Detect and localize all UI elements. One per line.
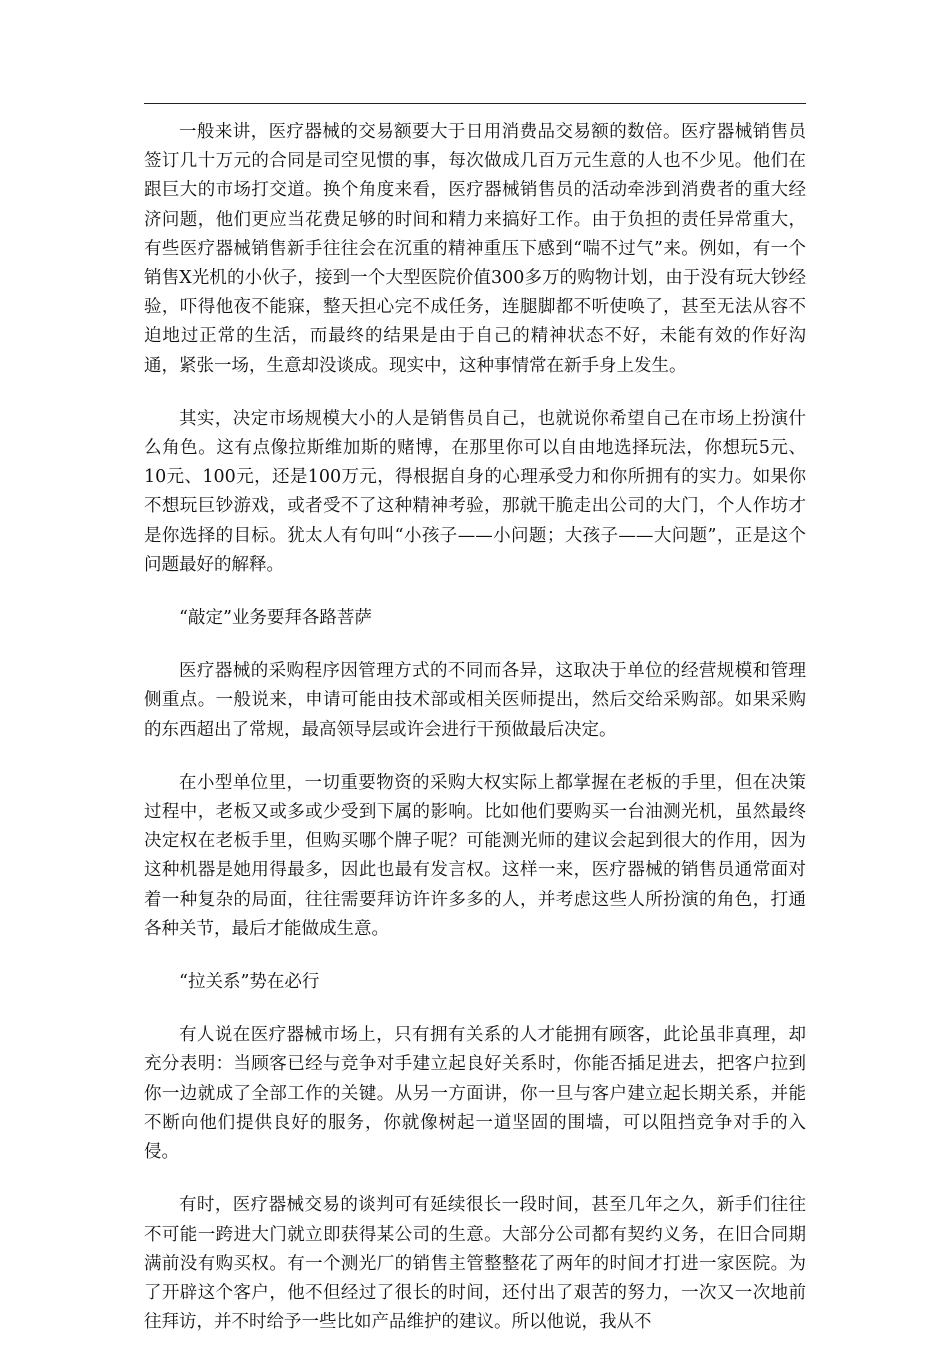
header-rule [144, 103, 806, 104]
paragraph-negotiation: 有时，医疗器械交易的谈判可有延续很长一段时间，甚至几年之久，新手们往往不可能一跨进大门就立即获得某公司的生意。大部分公司都有契约义务，在旧合同期满前没有购买权。有一个测光厂的销售主管整整花了两年的时间才打进一家医院。为了开辟这个客户，他不但经过了很长的时间，还付出了艰苦的努力，一次又一次地前往拜访，并不时给予一些比如产品维护的建议。所以他说，我从不 [144, 1195, 806, 1333]
paragraph-intro: 一般来讲，医疗器械的交易额要大于日用消费品交易额的数倍。医疗器械销售员签订几十万元的合同是司空见惯的事，每次做成几百万元生意的人也不少见。他们在跟巨大的市场打交道。换个角度来看，医疗器械销售员的活动牵涉到消费者的重大经济问题，他们更应当花费足够的时间和精力来搞好工作。由于负担的责任异常重大，有些医疗器械销售新手往往会在沉重的精神重压下感到“喘不过气”来。例如，有一个销售X光机的小伙子，接到一个大型医院价值300多万的购物计划，由于没有玩大钞经验，吓得他夜不能寐，整天担心完不成任务，连腿脚都不听使唤了，甚至无法从容不迫地过正常的生活，而最终的结果是由于自己的精神状态不好，未能有效的作好沟通，紧张一场，生意却没谈成。现实中，这种事情常在新手身上发生。 [144, 122, 806, 376]
paragraph-procurement: 医疗器械的采购程序因管理方式的不同而各异，这取决于单位的经营规模和管理侧重点。一般说来，申请可能由技术部或相关医师提出，然后交给采购部。如果采购的东西超出了常规，最高领导层或许会进行干预做最后决定。 [144, 661, 806, 740]
section-heading-closing-deals: “敲定”业务要拜各路菩萨 [179, 608, 372, 629]
paragraph-relationships: 有人说在医疗器械市场上，只有拥有关系的人才能拥有顾客，此论虽非真理，却充分表明：当顾客已经与竞争对手建立起良好关系时，你能否插足进去，把客户拉到你一边就成了全部工作的关键。从另一方面讲，你一旦与客户建立起长期关系，并能不断向他们提供良好的服务，你就像树起一道坚固的围墙，可以阻挡竞争对手的入侵。 [144, 1025, 806, 1163]
section-heading-relationships: “拉关系”势在必行 [179, 972, 320, 993]
paragraph-market-scale: 其实，决定市场规模大小的人是销售员自己，也就说你希望自己在市场上扮演什么角色。这有点像拉斯维加斯的赌博，在那里你可以自由地选择玩法，你想玩5元、10元、100元，还是100万元，得根据自身的心理承受力和你所拥有的实力。如果你不想玩巨钞游戏，或者受不了这种精神考验，那就干脆走出公司的大门，个人作坊才是你选择的目标。犹太人有句叫“小孩子——小问题；大孩子——大问题”，正是这个问题最好的解释。 [144, 408, 806, 575]
document-body [144, 118, 806, 1361]
paragraph-small-units: 在小型单位里，一切重要物资的采购大权实际上都掌握在老板的手里，但在决策过程中，老板又或多或少受到下属的影响。比如他们要购买一台油测光机，虽然最终决定权在老板手里，但购买哪个牌子呢？可能测光师的建议会起到很大的作用，因为这种机器是她用得最多，因此也最有发言权。这样一来，医疗器械的销售员通常面对着一种复杂的局面，往往需要拜访许许多多的人，并考虑这些人所扮演的角色，打通各种关节，最后才能做成生意。 [144, 772, 806, 939]
